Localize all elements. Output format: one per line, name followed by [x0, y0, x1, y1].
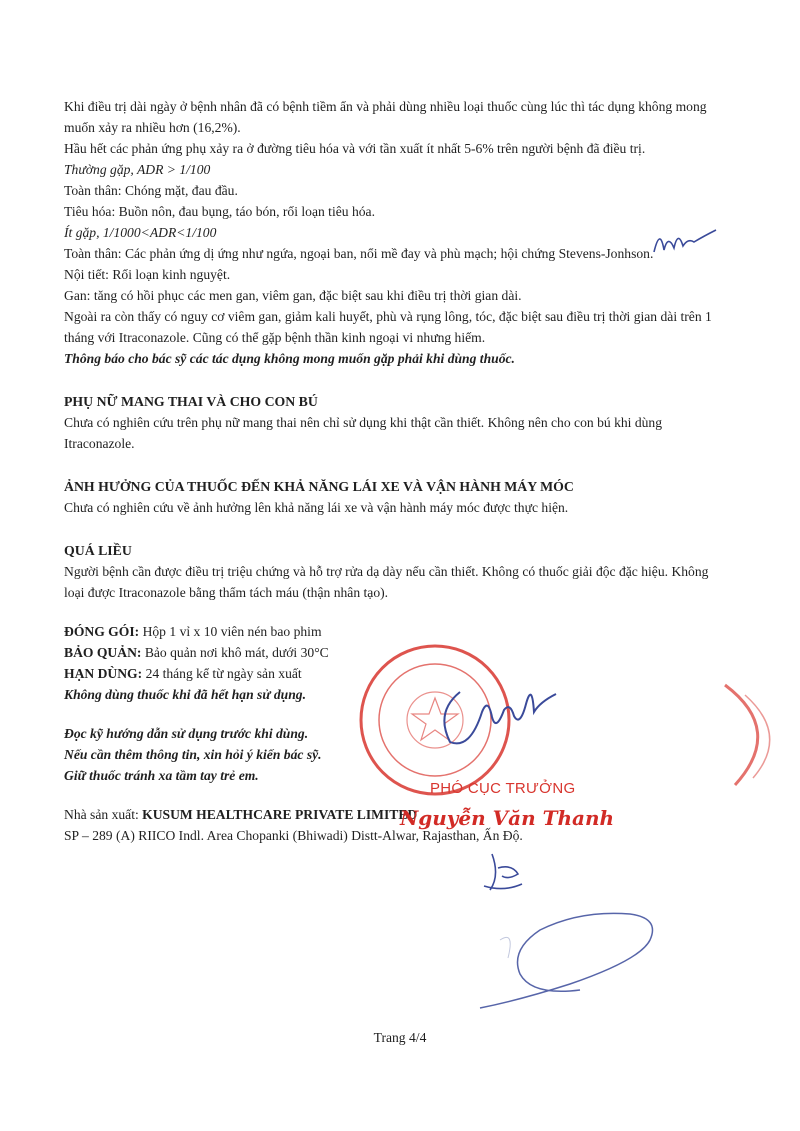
manufacturer-label: Nhà sản xuất: [64, 807, 139, 822]
packaging-line [64, 621, 724, 642]
rare-liver-effects: Gan: tăng có hồi phục các men gan, viêm gan, đặc biệt sau khi điều trị thời gian dài. [64, 288, 522, 303]
driving-heading: ẢNH HƯỞNG CỦA THUỐC ĐẾN KHẢ NĂNG LÁI XE VÀ VẬN HÀNH MÁY MÓC [64, 479, 574, 494]
storage-label: BẢO QUẢN: [64, 645, 142, 660]
initials-signature [650, 222, 720, 262]
page-number: Trang 4/4 [373, 1030, 427, 1045]
storage-value: Bảo quản nơi khô mát, dưới 30°C [144, 645, 329, 660]
signatory-name: Nguyễn Văn Thanh [400, 806, 615, 830]
small-initial-mark [478, 846, 528, 906]
packaging-label: ĐÓNG GÓI: [64, 624, 140, 639]
expiry-value: 24 tháng kể từ ngày sản xuất [145, 666, 302, 681]
partial-seal-fragment [715, 680, 800, 790]
expiry-label: HẠN DÙNG: [64, 666, 143, 681]
side-effects-paragraph-2: Hầu hết các phản ứng phụ xảy ra ở đường tiêu hóa và với tần xuất ít nhất 5-6% trên người bệnh đã điều trị. [64, 141, 646, 156]
other-effects: Ngoài ra còn thấy có nguy cơ viêm gan, giảm kali huyết, phù và rụng lông, tóc, đặc biệt sau điều trị thời gian dài trên 1 tháng với Itraconazole. Cũng có thể gặp bệnh thần kinh ngoại vi nhưng hiếm. [64, 309, 712, 345]
signatory-title: PHÓ CỤC TRƯỞNG [430, 780, 576, 797]
common-frequency-label: Thường gặp, ADR > 1/100 [64, 162, 211, 177]
common-digestive-effects: Tiêu hóa: Buồn nôn, đau bụng, táo bón, rối loạn tiêu hóa. [64, 204, 375, 219]
manufacturer-address: SP – 289 (A) RIICO Indl. Area Chopanki (Bhiwadi) Distt-Alwar, Rajasthan, Ấn Độ. [64, 828, 523, 843]
advice-keep-from-children: Giữ thuốc tránh xa tầm tay trẻ em. [64, 768, 259, 783]
driving-text: Chưa có nghiên cứu về ảnh hưởng lên khả năng lái xe và vận hành máy móc được thực hiện. [64, 500, 569, 515]
overdose-text: Người bệnh cần được điều trị triệu chứng và hỗ trợ rửa dạ dày nếu cần thiết. Không có thuốc giải độc đặc hiệu. Không loại được Itraconazole bằng thẩm tách máu (thận nhân tạo). [64, 564, 709, 600]
rare-frequency-label: Ít gặp, 1/1000<ADR<1/100 [64, 225, 217, 240]
advice-ask-doctor: Nếu cần thêm thông tin, xin hỏi ý kiến bác sỹ. [64, 747, 322, 762]
rare-general-effects: Toàn thân: Các phản ứng dị ứng như ngứa, ngoại ban, nổi mề đay và phù mạch; hội chứng Stevens-Jonhson. [64, 246, 654, 261]
packaging-value: Hộp 1 vỉ x 10 viên nén bao phim [142, 624, 322, 639]
pregnancy-heading: PHỤ NỮ MANG THAI VÀ CHO CON BÚ [64, 394, 318, 409]
doctor-notice: Thông báo cho bác sỹ các tác dụng không mong muốn gặp phải khi dùng thuốc. [64, 351, 515, 366]
manufacturer-name: KUSUM HEALTHCARE PRIVATE LIMITED [142, 807, 418, 822]
side-effects-paragraph-1: Khi điều trị dài ngày ở bệnh nhân đã có bệnh tiềm ẩn và phải dùng nhiều loại thuốc cùng lúc thì tác dụng không mong muốn xảy ra nhiều hơn (16,2%). [64, 99, 707, 135]
manufacturer-line [64, 804, 724, 825]
overdose-heading: QUÁ LIỀU [64, 543, 132, 558]
large-loop-signature [460, 900, 670, 1020]
common-general-effects: Toàn thân: Chóng mặt, đau đầu. [64, 183, 238, 198]
advice-read-instructions: Đọc kỹ hướng dẫn sử dụng trước khi dùng. [64, 726, 309, 741]
expiry-warning: Không dùng thuốc khi đã hết hạn sử dụng. [64, 687, 306, 702]
rare-endocrine-effects: Nội tiết: Rối loạn kinh nguyệt. [64, 267, 231, 282]
pregnancy-text: Chưa có nghiên cứu trên phụ nữ mang thai nên chỉ sử dụng khi thật cần thiết. Không nên cho con bú khi dùng Itraconazole. [64, 415, 663, 451]
official-signature [430, 672, 560, 752]
